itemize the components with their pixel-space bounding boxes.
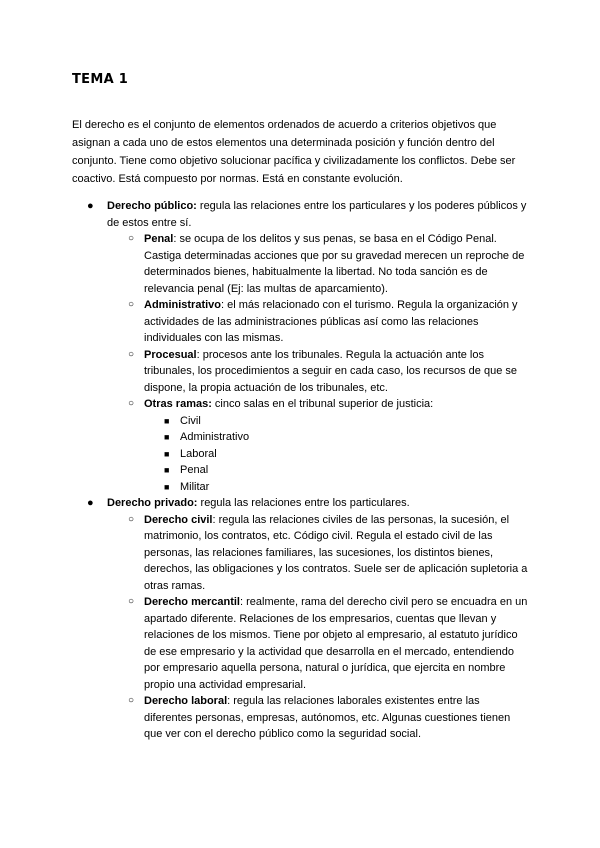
list-item-administrativo — [107, 297, 528, 347]
list-item-derecho-publico — [72, 198, 528, 495]
list-item-otras-ramas — [107, 396, 528, 495]
bullet-circle-icon: ○ — [128, 299, 135, 310]
term: Administrativo — [144, 299, 222, 311]
list-item-sala — [144, 462, 528, 479]
page-title: TEMA 1 — [72, 72, 129, 87]
term: Penal — [144, 233, 174, 245]
sala-label: Militar — [180, 480, 210, 493]
list-item-derecho-laboral — [107, 693, 528, 743]
bullet-circle-icon: ○ — [128, 233, 135, 244]
definition: : se ocupa de los delitos y sus penas, se basa en el Código Penal. Castiga determinadas acciones que por su gravedad merecen un reproche de determinados bienes, habitualmente la libertad. No toda sanción es de relevancia penal (Ej: las multas de aparcamiento). — [144, 233, 525, 295]
main-list — [72, 198, 528, 743]
term: Derecho mercantil — [144, 596, 240, 608]
bullet-circle-icon: ○ — [128, 348, 135, 360]
definition: : regula las relaciones civiles de las personas, la sucesión, el matrimonio, los contratos, etc. Código civil. Regula el estado civil de las personas, las relaciones familiares, las sucesiones, los distintos bienes, derechos, las obligaciones y los contratos. Suele ser de aplicación supletoria a otras ramas. — [144, 513, 528, 592]
definition: : el más relacionado con el turismo. Regula la organización y actividades de las administraciones públicas así como las relaciones individuales con las mismas. — [144, 299, 518, 344]
term: Derecho privado: — [107, 497, 198, 509]
bullet-square-icon: ■ — [164, 481, 170, 492]
bullet-circle-icon: ○ — [128, 398, 135, 409]
definition: regula las relaciones entre los particulares. — [197, 497, 410, 509]
bullet-disc-icon: ● — [87, 497, 94, 509]
list-item-derecho-civil — [107, 512, 528, 595]
sublist — [144, 413, 528, 496]
term: Derecho civil — [144, 513, 213, 526]
list-item-derecho-mercantil — [107, 594, 528, 693]
term: Otras ramas: — [144, 398, 212, 410]
sala-label: Penal — [180, 464, 209, 476]
list-item-sala — [144, 429, 528, 446]
bullet-disc-icon: ● — [87, 200, 94, 212]
definition: cinco salas en el tribunal superior de justicia: — [211, 398, 434, 410]
bullet-circle-icon: ○ — [128, 596, 135, 607]
bullet-square-icon: ■ — [164, 448, 170, 459]
sala-label: Administrativo — [180, 431, 250, 443]
list-item-sala — [144, 479, 528, 496]
definition: : procesos ante los tribunales. Regula la actuación ante los tribunales, los procedimientos a seguir en cada caso, los recursos de que se dispone, la propia actuación de los tribunales, etc. — [144, 348, 517, 394]
bullet-circle-icon: ○ — [128, 513, 135, 525]
term: Procesual — [144, 348, 197, 361]
sala-label: Civil — [180, 414, 201, 427]
definition: : regula las relaciones laborales existentes entre las diferentes personas, empresas, autónomos, etc. Algunas cuestiones tienen que ver con el derecho público como la seguridad social. — [144, 695, 511, 740]
bullet-square-icon: ■ — [164, 432, 170, 442]
sublist — [107, 231, 528, 495]
intro-paragraph: El derecho es el conjunto de elementos ordenados de acuerdo a criterios objetivos que asignan a cada uno de estos elementos una determinada posición y función dentro del conjunto. Tiene como objetivo solucionar pacífica y civilizadamente los conflictos. Debe ser coactivo. Está compuesto por normas. Está en constante evolución. — [72, 119, 516, 185]
list-item-penal — [107, 231, 528, 297]
sublist — [107, 512, 528, 743]
list-item-sala — [144, 446, 528, 463]
bullet-square-icon: ■ — [164, 465, 170, 475]
bullet-square-icon: ■ — [164, 415, 170, 426]
definition: regula las relaciones entre los particulares y los poderes públicos y de estos entre sí. — [107, 200, 527, 229]
term: Derecho laboral — [144, 695, 228, 707]
bullet-circle-icon: ○ — [128, 695, 135, 706]
list-item-derecho-privado — [72, 495, 528, 743]
term: Derecho público: — [107, 200, 197, 212]
list-item-sala — [144, 413, 528, 430]
definition: : realmente, rama del derecho civil pero se encuadra en un apartado diferente. Relaciones de los empresarios, cuentas que llevan y relaciones de los mismos. Tiene por objeto al empresario, al estatuto jurídico de ese empresario y la actividad que desarrolla en el mercado, entendiendo por empresario aquella persona, natural o jurídica, que ejercita en nombre propio una actividad empresarial. — [144, 596, 528, 691]
list-item-procesual — [107, 347, 528, 397]
sala-label: Laboral — [180, 447, 217, 460]
